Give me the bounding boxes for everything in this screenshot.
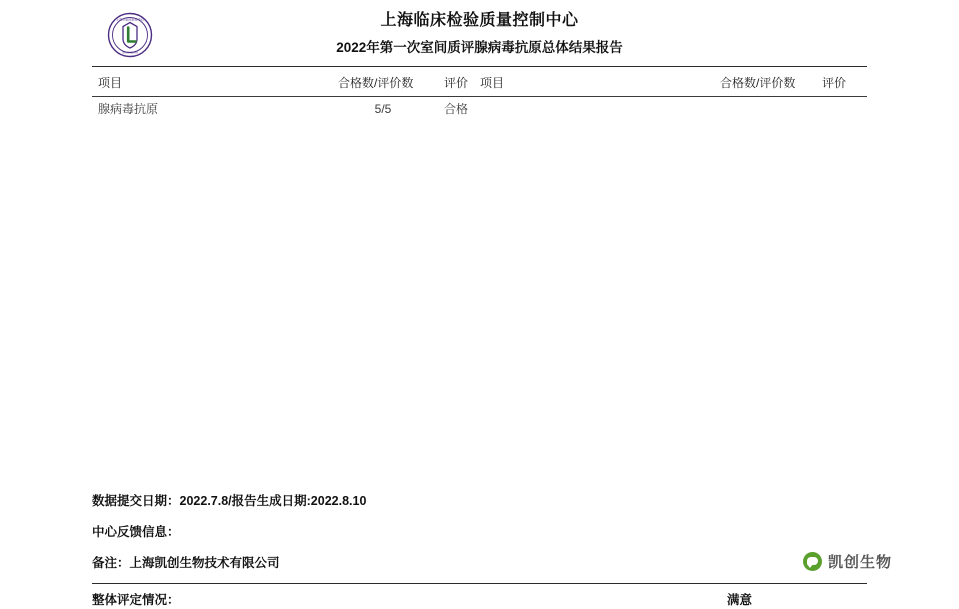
cell-item: 腺病毒抗原 <box>98 102 159 116</box>
column-header-item-2: 项目 <box>480 76 505 90</box>
remark-value: 上海凯创生物技术有限公司 <box>129 556 280 570</box>
column-header-item: 项目 <box>98 76 123 90</box>
footer-divider <box>92 583 867 584</box>
table-body <box>92 99 867 119</box>
cell-evaluation: 合格 <box>444 102 469 116</box>
center-feedback <box>92 523 867 541</box>
table-header-divider <box>92 96 867 97</box>
brand-name: 凯创生物 <box>828 554 893 571</box>
brand-watermark <box>803 551 892 572</box>
remark-label: 备注： <box>92 556 130 570</box>
page-subtitle: 2022年第一次室间质评腺病毒抗原总体结果报告 <box>336 40 623 55</box>
overall-assessment-value: 满意 <box>727 593 753 607</box>
overall-assessment-label: 整体评定情况： <box>92 593 180 607</box>
title-block <box>92 6 867 58</box>
page-title: 上海临床检验质量控制中心 <box>380 12 579 29</box>
remark <box>92 554 867 572</box>
cell-pass-count: 5/5 <box>374 102 392 116</box>
center-feedback-label: 中心反馈信息： <box>92 525 180 539</box>
column-header-pass: 合格数/评价数 <box>338 76 414 90</box>
submission-dates-value: 2022.7.8/报告生成日期:2022.8.10 <box>179 494 367 508</box>
column-header-eval: 评价 <box>444 76 469 90</box>
column-header-pass-2: 合格数/评价数 <box>720 76 796 90</box>
column-header-eval-2: 评价 <box>822 76 847 90</box>
submission-dates <box>92 492 867 510</box>
wechat-leaf-icon <box>803 552 822 571</box>
submission-dates-label: 数据提交日期： <box>92 494 180 508</box>
table-row <box>92 99 867 119</box>
header-divider <box>92 66 867 67</box>
report-header <box>92 6 867 62</box>
svg-text:上海市临床检验中心: 上海市临床检验中心 <box>116 17 144 22</box>
table-header-row <box>92 74 867 94</box>
svg-text:SHANGHAI: SHANGHAI <box>122 50 138 55</box>
